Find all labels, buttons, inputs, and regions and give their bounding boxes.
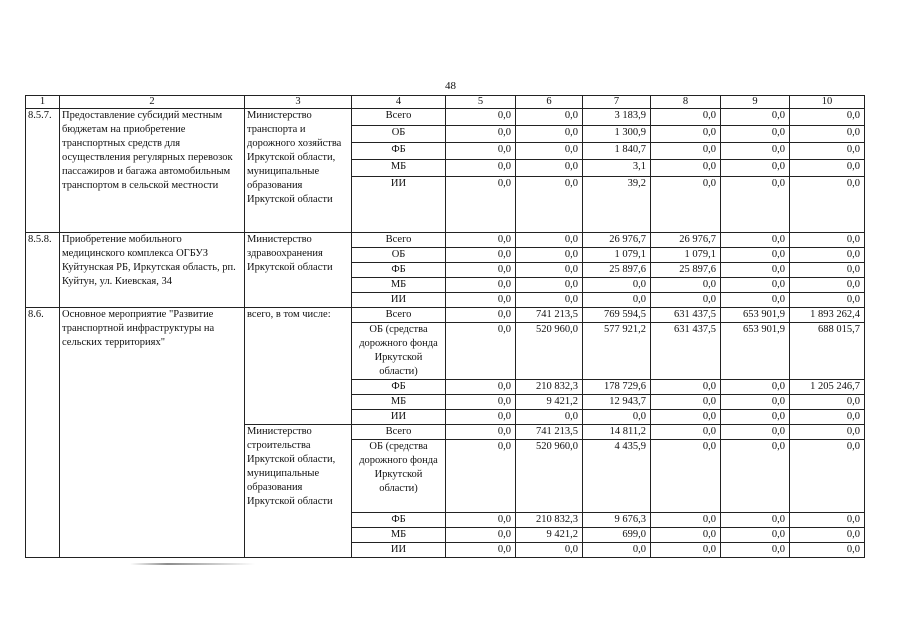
- value-cell: 0,0: [651, 177, 721, 233]
- value-cell: 0,0: [516, 263, 583, 278]
- item-code: 8.6.: [26, 308, 60, 558]
- page-number: 48: [445, 80, 456, 92]
- value-cell: 0,0: [516, 293, 583, 308]
- value-cell: 39,2: [583, 177, 651, 233]
- value-cell: 0,0: [516, 160, 583, 177]
- value-cell: 0,0: [790, 143, 865, 160]
- column-number: 8: [651, 96, 721, 109]
- value-cell: 0,0: [790, 233, 865, 248]
- value-cell: 178 729,6: [583, 380, 651, 395]
- table-row: [26, 233, 865, 248]
- value-cell: 0,0: [790, 126, 865, 143]
- value-cell: 0,0: [790, 410, 865, 425]
- value-cell: 0,0: [446, 177, 516, 233]
- value-cell: 26 976,7: [583, 233, 651, 248]
- funding-source: Всего: [352, 233, 446, 248]
- funding-source: МБ: [352, 160, 446, 177]
- value-cell: 0,0: [446, 263, 516, 278]
- funding-source: ФБ: [352, 380, 446, 395]
- value-cell: 0,0: [790, 263, 865, 278]
- value-cell: 0,0: [516, 278, 583, 293]
- funding-source: Всего: [352, 425, 446, 440]
- funding-source: МБ: [352, 528, 446, 543]
- value-cell: 0,0: [721, 233, 790, 248]
- value-cell: 1 205 246,7: [790, 380, 865, 395]
- value-cell: 210 832,3: [516, 513, 583, 528]
- value-cell: 0,0: [651, 160, 721, 177]
- value-cell: 1 079,1: [583, 248, 651, 263]
- funding-source: ИИ: [352, 543, 446, 558]
- funding-source: ФБ: [352, 143, 446, 160]
- value-cell: 0,0: [651, 440, 721, 513]
- value-cell: 9 676,3: [583, 513, 651, 528]
- value-cell: 0,0: [446, 248, 516, 263]
- value-cell: 0,0: [721, 528, 790, 543]
- value-cell: 0,0: [651, 126, 721, 143]
- value-cell: 0,0: [721, 293, 790, 308]
- value-cell: 0,0: [583, 293, 651, 308]
- column-number: 1: [26, 96, 60, 109]
- responsible-executor: Министерство транспорта и дорожного хозяйства Иркутской области, муниципальные образования Иркутской области: [245, 109, 352, 233]
- value-cell: 653 901,9: [721, 323, 790, 380]
- value-cell: 0,0: [721, 109, 790, 126]
- value-cell: 0,0: [516, 126, 583, 143]
- value-cell: 0,0: [790, 425, 865, 440]
- value-cell: 0,0: [790, 160, 865, 177]
- value-cell: 0,0: [516, 233, 583, 248]
- value-cell: 0,0: [446, 293, 516, 308]
- funding-source: Всего: [352, 109, 446, 126]
- value-cell: 0,0: [516, 143, 583, 160]
- funding-source: ОБ (средства дорожного фонда Иркутской области): [352, 323, 446, 380]
- value-cell: 0,0: [790, 278, 865, 293]
- value-cell: 0,0: [446, 543, 516, 558]
- value-cell: 9 421,2: [516, 528, 583, 543]
- value-cell: 0,0: [721, 395, 790, 410]
- value-cell: 0,0: [446, 410, 516, 425]
- value-cell: 0,0: [651, 380, 721, 395]
- value-cell: 0,0: [790, 293, 865, 308]
- value-cell: 0,0: [446, 395, 516, 410]
- funding-source: ФБ: [352, 263, 446, 278]
- value-cell: 0,0: [446, 308, 516, 323]
- value-cell: 631 437,5: [651, 308, 721, 323]
- value-cell: 4 435,9: [583, 440, 651, 513]
- column-number: 3: [245, 96, 352, 109]
- value-cell: 0,0: [651, 143, 721, 160]
- value-cell: 0,0: [651, 293, 721, 308]
- value-cell: 0,0: [446, 233, 516, 248]
- responsible-executor: Министерство строительства Иркутской области, муниципальные образования Иркутской области: [245, 425, 352, 558]
- value-cell: 0,0: [721, 278, 790, 293]
- value-cell: 0,0: [651, 425, 721, 440]
- value-cell: 0,0: [516, 177, 583, 233]
- value-cell: 688 015,7: [790, 323, 865, 380]
- column-number: 9: [721, 96, 790, 109]
- table-row: [26, 109, 865, 126]
- value-cell: 0,0: [516, 248, 583, 263]
- funding-source: МБ: [352, 395, 446, 410]
- value-cell: 0,0: [446, 143, 516, 160]
- column-number: 7: [583, 96, 651, 109]
- value-cell: 0,0: [721, 126, 790, 143]
- value-cell: 0,0: [516, 410, 583, 425]
- budget-table: [25, 95, 865, 558]
- value-cell: 0,0: [651, 395, 721, 410]
- value-cell: 520 960,0: [516, 323, 583, 380]
- scan-smudge: [130, 563, 255, 565]
- value-cell: 210 832,3: [516, 380, 583, 395]
- column-number: 5: [446, 96, 516, 109]
- value-cell: 0,0: [721, 248, 790, 263]
- funding-source: ОБ: [352, 126, 446, 143]
- value-cell: 0,0: [721, 160, 790, 177]
- column-number: 6: [516, 96, 583, 109]
- value-cell: 0,0: [446, 109, 516, 126]
- column-number: 4: [352, 96, 446, 109]
- value-cell: 0,0: [721, 543, 790, 558]
- value-cell: 741 213,5: [516, 308, 583, 323]
- value-cell: 0,0: [790, 513, 865, 528]
- value-cell: 0,0: [721, 410, 790, 425]
- item-code: 8.5.8.: [26, 233, 60, 308]
- value-cell: 741 213,5: [516, 425, 583, 440]
- value-cell: 0,0: [446, 160, 516, 177]
- column-number: 10: [790, 96, 865, 109]
- value-cell: 653 901,9: [721, 308, 790, 323]
- value-cell: 577 921,2: [583, 323, 651, 380]
- value-cell: 25 897,6: [583, 263, 651, 278]
- table-body: [26, 96, 865, 558]
- funding-source: ИИ: [352, 177, 446, 233]
- value-cell: 0,0: [790, 528, 865, 543]
- value-cell: 0,0: [583, 278, 651, 293]
- column-number: 2: [60, 96, 245, 109]
- value-cell: 0,0: [651, 513, 721, 528]
- value-cell: 0,0: [721, 143, 790, 160]
- value-cell: 0,0: [651, 278, 721, 293]
- value-cell: 0,0: [651, 543, 721, 558]
- value-cell: 3 183,9: [583, 109, 651, 126]
- value-cell: 25 897,6: [651, 263, 721, 278]
- value-cell: 0,0: [583, 543, 651, 558]
- value-cell: 0,0: [790, 543, 865, 558]
- value-cell: 0,0: [721, 440, 790, 513]
- funding-source: МБ: [352, 278, 446, 293]
- funding-source: ОБ: [352, 248, 446, 263]
- value-cell: 0,0: [721, 380, 790, 395]
- value-cell: 0,0: [790, 248, 865, 263]
- value-cell: 0,0: [446, 440, 516, 513]
- value-cell: 0,0: [446, 323, 516, 380]
- value-cell: 0,0: [446, 278, 516, 293]
- value-cell: 12 943,7: [583, 395, 651, 410]
- value-cell: 0,0: [721, 425, 790, 440]
- value-cell: 631 437,5: [651, 323, 721, 380]
- value-cell: 1 840,7: [583, 143, 651, 160]
- item-description: Предоставление субсидий местным бюджетам на приобретение транспортных средств для осуществления регулярных перевозок пассажиров и багажа автомобильным транспортом в сельской местности: [60, 109, 245, 233]
- value-cell: 520 960,0: [516, 440, 583, 513]
- value-cell: 1 300,9: [583, 126, 651, 143]
- value-cell: 0,0: [790, 177, 865, 233]
- value-cell: 0,0: [583, 410, 651, 425]
- value-cell: 0,0: [721, 263, 790, 278]
- funding-source: ФБ: [352, 513, 446, 528]
- value-cell: 0,0: [651, 410, 721, 425]
- value-cell: 0,0: [790, 109, 865, 126]
- funding-source: ИИ: [352, 410, 446, 425]
- table-row: [26, 308, 865, 323]
- value-cell: 0,0: [516, 543, 583, 558]
- value-cell: 0,0: [446, 126, 516, 143]
- value-cell: 769 594,5: [583, 308, 651, 323]
- value-cell: 0,0: [721, 513, 790, 528]
- item-description: Приобретение мобильного медицинского комплекса ОГБУЗ Куйтунская РБ, Иркутская область, рп. Куйтун, ул. Киевская, 34: [60, 233, 245, 308]
- value-cell: 1 893 262,4: [790, 308, 865, 323]
- funding-source: Всего: [352, 308, 446, 323]
- value-cell: 3,1: [583, 160, 651, 177]
- responsible-executor: Министерство здравоохранения Иркутской области: [245, 233, 352, 308]
- value-cell: 14 811,2: [583, 425, 651, 440]
- funding-source: ОБ (средства дорожного фонда Иркутской области): [352, 440, 446, 513]
- value-cell: 0,0: [446, 425, 516, 440]
- value-cell: 699,0: [583, 528, 651, 543]
- value-cell: 0,0: [651, 109, 721, 126]
- value-cell: 0,0: [446, 528, 516, 543]
- item-description: Основное мероприятие "Развитие транспортной инфраструктуры на сельских территориях": [60, 308, 245, 558]
- column-number-row: [26, 96, 865, 109]
- value-cell: 1 079,1: [651, 248, 721, 263]
- value-cell: 0,0: [516, 109, 583, 126]
- responsible-executor: всего, в том числе:: [245, 308, 352, 425]
- funding-source: ИИ: [352, 293, 446, 308]
- value-cell: 0,0: [721, 177, 790, 233]
- value-cell: 26 976,7: [651, 233, 721, 248]
- item-code: 8.5.7.: [26, 109, 60, 233]
- value-cell: 0,0: [790, 395, 865, 410]
- value-cell: 0,0: [446, 380, 516, 395]
- value-cell: 0,0: [790, 440, 865, 513]
- value-cell: 0,0: [446, 513, 516, 528]
- value-cell: 0,0: [651, 528, 721, 543]
- value-cell: 9 421,2: [516, 395, 583, 410]
